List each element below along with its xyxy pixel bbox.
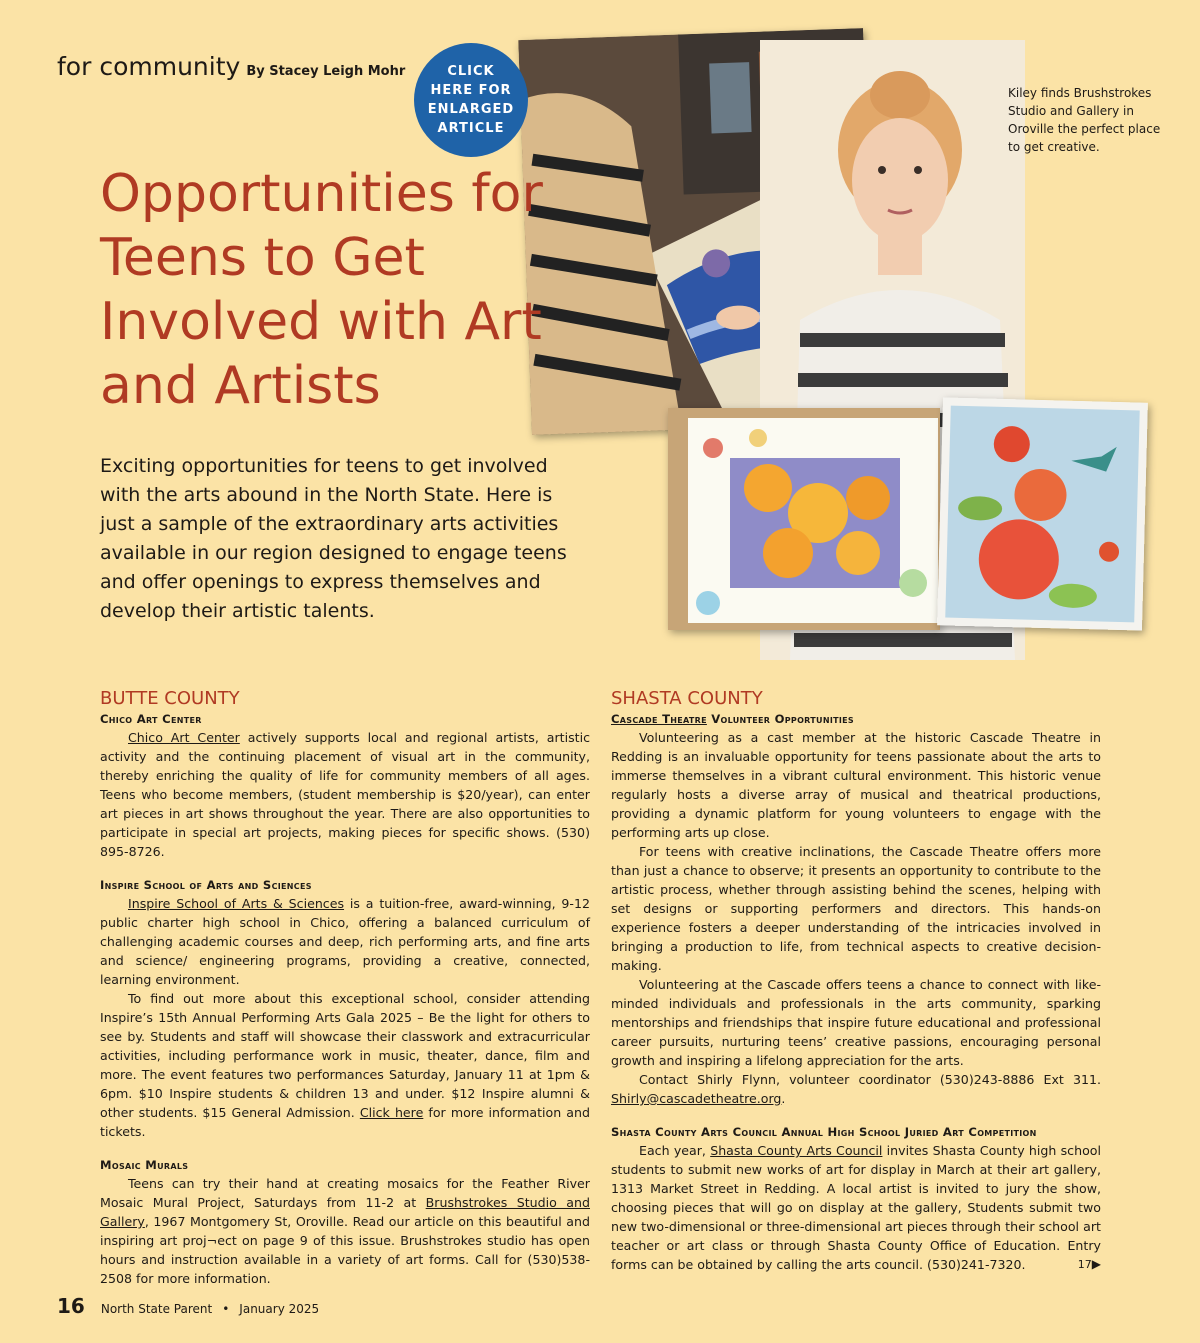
mosaic-paragraph: Teens can try their hand at creating mosaics for the Feather River Mosaic Mural Project, Saturdays from 11-2 at Brushstrokes Studio and Gallery, 1967 Montgomery St, Oroville. Read our article on this beautiful and inspiring art proj¬ect on page 9 of this issue. Brushstrokes studio has open hours and instruction available in a variety of art forms. Call for (530)538-2508 for more information. (100, 1176, 590, 1286)
badge-line: ARTICLE (437, 121, 505, 136)
footer-separator: • (222, 1302, 230, 1316)
county-heading: BUTTE COUNTY (100, 688, 240, 709)
chico-art-center-link[interactable]: Chico Art Center (128, 730, 240, 745)
inspire-paragraph: Inspire School of Arts & Sciences is a tuition-free, award-winning, 9-12 public charter high school in Chico, offering a balanced curriculum of challenging academic courses and deep, rich performing arts, and fine arts and science/ engineering programs, providing a creative, connected, learning environment. (100, 896, 590, 987)
inspire-gala-paragraph: To find out more about this exceptional school, consider attending Inspire’s 15th Annual Performing Arts Gala 2025 – Be the light for others to see by. Students and staff will showcase their classwork and extracurricular activities, including performance work in music, theater, dance, film and more. The event features two performances Saturday, January 11 at 1pm & 6pm. $10 Inspire students & children 13 and under. $12 Inspire alumni & other students. $15 General Admission. Click here for more information and tickets. (100, 991, 590, 1139)
intro-paragraph: Exciting opportunities for teens to get involved with the arts abound in the North State. Here is just a sample of the extraordinary arts activities available in our region designed to engage teens and offer openings to express themselves and develop their artistic talents. (100, 455, 567, 622)
subheading: Mosaic Murals (100, 1158, 189, 1172)
section-header (57, 52, 405, 81)
badge-line: HERE FOR (430, 83, 512, 98)
subheading: Chico Art Center (100, 712, 202, 726)
butte-county-column (100, 688, 590, 1288)
page-title: Opportunities for Teens to Get Involved with Art and Artists (100, 164, 543, 416)
subheading: Shasta County Arts Council Annual High School Juried Art Competition (611, 1125, 1037, 1139)
badge-line: CLICK (447, 64, 495, 79)
shasta-county-column (611, 688, 1101, 1274)
cascade-paragraph: Volunteering as a cast member at the historic Cascade Theatre in Redding is an invaluable opportunity for teens passionate about the arts to immerse themselves in a vibrant cultural environment. This historic venue regularly hosts a diverse array of musical and theatrical productions, providing a dynamic platform for young volunteers to engage with the performing arts up close. (611, 730, 1101, 840)
council-paragraph: Each year, Shasta County Arts Council invites Shasta County high school students to submit new works of art for display in March at their art gallery, 1313 Market Street in Redding. A local artist is invited to jury the show, choosing pieces that will go on display at the gallery, Students submit two new two-dimensional or three-dimensional art pieces through their school art teacher or art class or through Shasta County Office of Education. Entry forms can be obtained by calling the arts council. (530)241-7320. (611, 1143, 1101, 1272)
subheading: Inspire School of Arts and Sciences (100, 878, 312, 892)
cascade-paragraph: For teens with creative inclinations, the Cascade Theatre offers more than just a chance to observe; it presents an opportunity to contribute to the artistic process, whether through assisting behind the scenes, helping with set designs or supporting performers and directors. This hands-on experience fosters a deeper understanding of the intricacies involved in bringing a production to life, from technical aspects to creative decision-making. (611, 844, 1101, 973)
badge-line: ENLARGED (427, 102, 515, 117)
email-link[interactable]: Shirly@cascadetheatre.org (611, 1091, 782, 1106)
brushstrokes-link[interactable]: Brushstrokes Studio and Gallery (100, 1195, 590, 1229)
cascade-paragraph: Volunteering at the Cascade offers teens a chance to connect with like-minded individuals and professionals in the arts community, sparking mentorships and friendships that inspire future educational and professional career pursuits, nurturing teens’ creative passions, encouraging personal growth and inspiring a lifelong appreciation for the arts. (611, 977, 1101, 1068)
county-heading: SHASTA COUNTY (611, 688, 763, 709)
subheading: Cascade Theatre Volunteer Opportunities (611, 712, 854, 726)
click-here-link[interactable]: Click here (359, 1105, 424, 1120)
enlarge-article-button[interactable] (414, 43, 528, 157)
byline: By Stacey Leigh Mohr (246, 64, 406, 79)
photo-caption: Kiley finds Brushstrokes Studio and Gallery in Oroville the perfect place to get creative. (1008, 86, 1161, 154)
page-number: 16 (57, 1294, 85, 1318)
continued-marker[interactable]: 17▶ (1077, 1257, 1101, 1271)
poppy-painting (668, 408, 940, 630)
page-footer (57, 1294, 319, 1318)
section-label: for community (57, 52, 241, 81)
play-arrow-icon: ▶ (1091, 1257, 1101, 1271)
chico-paragraph: Chico Art Center actively supports local and regional artists, artistic activity and the continuing placement of visual art in the community, thereby enriching the quality of life for community members of all ages. Teens who become members, (student membership is $20/year), can enter art pieces in art shows throughout the year. There are also opportunities to participate in special art projects, making pieces for specific shows. (530) 895-8726. (100, 730, 590, 859)
cascade-theatre-link[interactable]: Cascade Theatre (611, 712, 707, 726)
inspire-school-link[interactable]: Inspire School of Arts & Sciences (128, 896, 345, 911)
publication-name: North State Parent (100, 1302, 213, 1316)
arts-council-link[interactable]: Shasta County Arts Council (710, 1143, 883, 1158)
issue-date: January 2025 (239, 1302, 320, 1316)
hibiscus-painting (937, 397, 1148, 630)
cascade-contact: Contact Shirly Flynn, volunteer coordinator (530)243-8886 Ext 311. Shirly@cascadetheatre.org. (611, 1072, 1101, 1106)
